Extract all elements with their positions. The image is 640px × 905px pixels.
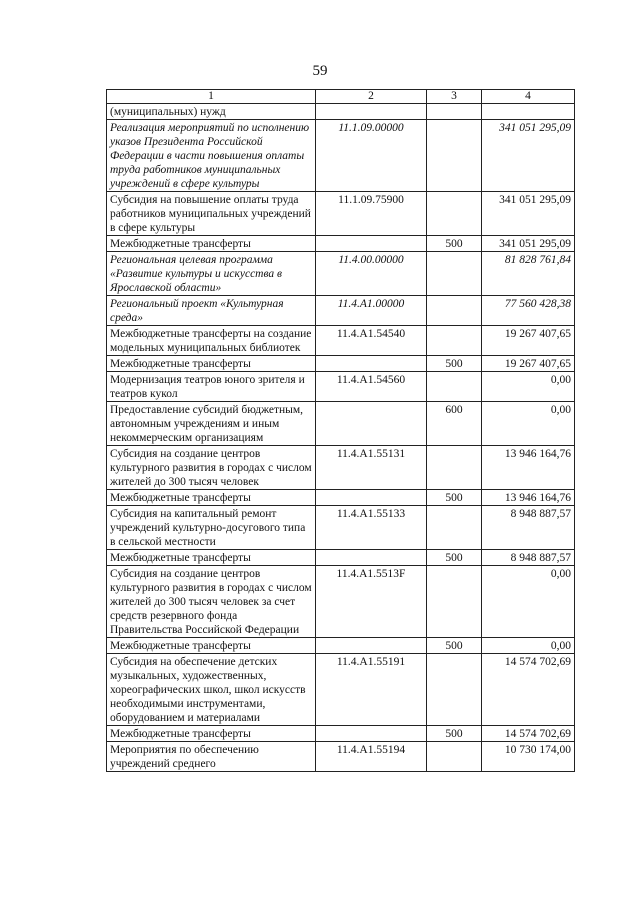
row-type-cell (427, 296, 482, 326)
row-type-cell (427, 104, 482, 120)
row-type-cell: 600 (427, 402, 482, 446)
row-code-cell: 11.1.09.00000 (316, 120, 427, 192)
row-name-cell: Субсидия на создание центров культурного развития в городах с числом жителей до 300 тысяч человек (107, 446, 316, 490)
row-amount-cell: 19 267 407,65 (482, 326, 575, 356)
row-amount-cell: 8 948 887,57 (482, 550, 575, 566)
row-code-cell (316, 490, 427, 506)
row-name-cell: Субсидия на повышение оплаты труда работников муниципальных учреждений в сфере культуры (107, 192, 316, 236)
row-amount-cell: 13 946 164,76 (482, 446, 575, 490)
table-row (107, 252, 575, 296)
header-col-3: 3 (427, 90, 482, 104)
row-name-cell: Межбюджетные трансферты (107, 356, 316, 372)
row-code-cell: 11.1.09.75900 (316, 192, 427, 236)
row-type-cell: 500 (427, 638, 482, 654)
row-type-cell (427, 252, 482, 296)
row-name-cell: Субсидия на капитальный ремонт учреждений культурно-досугового типа в сельской местности (107, 506, 316, 550)
table-row (107, 726, 575, 742)
header-col-4: 4 (482, 90, 575, 104)
row-amount-cell: 14 574 702,69 (482, 726, 575, 742)
row-amount-cell (482, 104, 575, 120)
row-name-cell: Субсидия на создание центров культурного развития в городах с числом жителей до 300 тысяч человек за счет средств резервного фонда Правительства Российской Федерации (107, 566, 316, 638)
row-code-cell: 11.4.A1.55131 (316, 446, 427, 490)
page-number: 59 (312, 63, 328, 79)
row-code-cell: 11.4.00.00000 (316, 252, 427, 296)
table-row (107, 566, 575, 638)
row-type-cell: 500 (427, 490, 482, 506)
table-row (107, 446, 575, 490)
row-name-cell: Межбюджетные трансферты (107, 550, 316, 566)
row-code-cell (316, 356, 427, 372)
header-col-2: 2 (316, 90, 427, 104)
row-code-cell: 11.4.A1.54540 (316, 326, 427, 356)
table-row (107, 638, 575, 654)
row-code-cell: 11.4.A1.54560 (316, 372, 427, 402)
row-type-cell (427, 506, 482, 550)
row-name-cell: Межбюджетные трансферты на создание модельных муниципальных библиотек (107, 326, 316, 356)
row-name-cell: Региональная целевая программа «Развитие культуры и искусства в Ярославской области» (107, 252, 316, 296)
table-row (107, 104, 575, 120)
row-code-cell (316, 104, 427, 120)
row-amount-cell: 14 574 702,69 (482, 654, 575, 726)
row-amount-cell: 341 051 295,09 (482, 236, 575, 252)
row-type-cell (427, 192, 482, 236)
table-row (107, 742, 575, 772)
row-name-cell: Модернизация театров юного зрителя и театров кукол (107, 372, 316, 402)
row-name-cell: Межбюджетные трансферты (107, 490, 316, 506)
row-name-cell: Межбюджетные трансферты (107, 236, 316, 252)
row-amount-cell: 0,00 (482, 402, 575, 446)
row-type-cell (427, 120, 482, 192)
table-row (107, 506, 575, 550)
table-row (107, 326, 575, 356)
row-type-cell (427, 372, 482, 402)
row-amount-cell: 0,00 (482, 372, 575, 402)
table-row (107, 654, 575, 726)
row-code-cell: 11.4.A1.55194 (316, 742, 427, 772)
table-row (107, 550, 575, 566)
row-amount-cell: 81 828 761,84 (482, 252, 575, 296)
row-amount-cell: 13 946 164,76 (482, 490, 575, 506)
row-type-cell (427, 566, 482, 638)
row-type-cell: 500 (427, 550, 482, 566)
row-code-cell (316, 726, 427, 742)
row-name-cell: Региональный проект «Культурная среда» (107, 296, 316, 326)
header-col-1: 1 (107, 90, 316, 104)
row-code-cell: 11.4.A1.55133 (316, 506, 427, 550)
table-row (107, 356, 575, 372)
row-name-cell: (муниципальных) нужд (107, 104, 316, 120)
row-code-cell: 11.4.A1.55191 (316, 654, 427, 726)
row-name-cell: Предоставление субсидий бюджетным, автономным учреждениям и иным некоммерческим организациям (107, 402, 316, 446)
row-type-cell (427, 446, 482, 490)
row-code-cell (316, 638, 427, 654)
row-code-cell: 11.4.A1.5513F (316, 566, 427, 638)
row-name-cell: Реализация мероприятий по исполнению указов Президента Российской Федерации в части повышения оплаты труда работников муниципальных учреждений в сфере культуры (107, 120, 316, 192)
row-type-cell: 500 (427, 356, 482, 372)
row-code-cell (316, 402, 427, 446)
row-name-cell: Межбюджетные трансферты (107, 638, 316, 654)
row-code-cell (316, 236, 427, 252)
table-row (107, 120, 575, 192)
table-header-row (107, 90, 575, 104)
row-name-cell: Субсидия на обеспечение детских музыкальных, художественных, хореографических школ, школ искусств необходимыми инструментами, оборудованием и материалами (107, 654, 316, 726)
row-code-cell: 11.4.A1.00000 (316, 296, 427, 326)
row-type-cell (427, 742, 482, 772)
row-amount-cell: 77 560 428,38 (482, 296, 575, 326)
row-amount-cell: 19 267 407,65 (482, 356, 575, 372)
row-name-cell: Межбюджетные трансферты (107, 726, 316, 742)
table-row (107, 236, 575, 252)
row-type-cell (427, 654, 482, 726)
table-row (107, 192, 575, 236)
table-row (107, 296, 575, 326)
row-type-cell (427, 326, 482, 356)
row-amount-cell: 10 730 174,00 (482, 742, 575, 772)
row-type-cell: 500 (427, 236, 482, 252)
row-code-cell (316, 550, 427, 566)
row-amount-cell: 341 051 295,09 (482, 192, 575, 236)
row-amount-cell: 0,00 (482, 638, 575, 654)
budget-table (106, 89, 575, 772)
table-row (107, 402, 575, 446)
row-amount-cell: 341 051 295,09 (482, 120, 575, 192)
row-amount-cell: 8 948 887,57 (482, 506, 575, 550)
table-row (107, 372, 575, 402)
row-type-cell: 500 (427, 726, 482, 742)
row-amount-cell: 0,00 (482, 566, 575, 638)
budget-table-body (107, 90, 575, 772)
table-row (107, 490, 575, 506)
row-name-cell: Мероприятия по обеспечению учреждений среднего (107, 742, 316, 772)
